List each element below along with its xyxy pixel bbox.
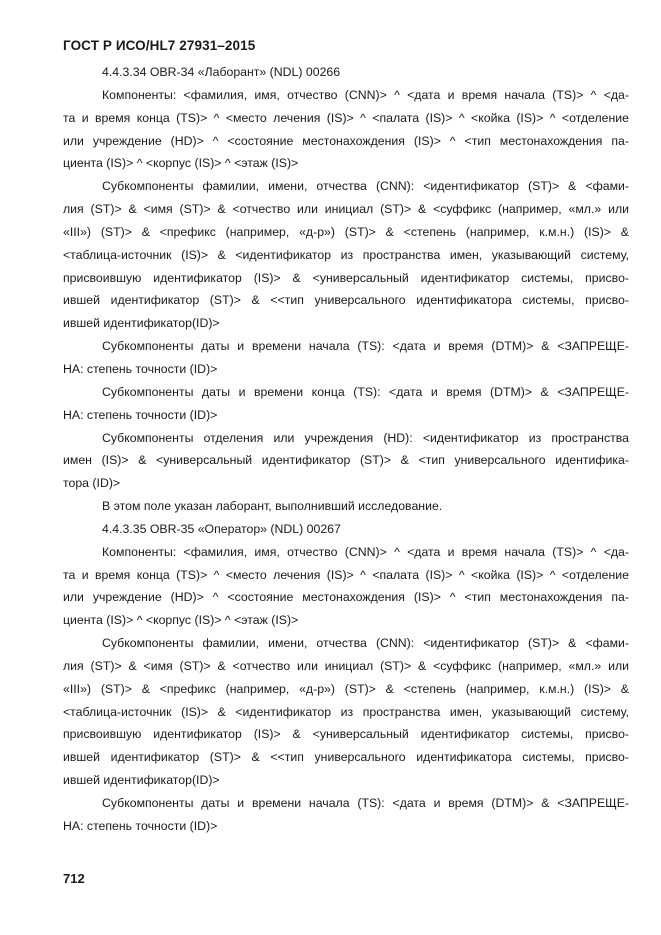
text-line: та и время конца (TS)> ^ <место лечения (IS)> ^ <палата (IS)> ^ <койка (IS)> ^ <отделение (63, 110, 629, 125)
text-line: НА: степень точности (ID)> (63, 407, 218, 422)
text-line: Субкомпоненты даты и времени конца (TS): <дата и время (DTM)> & <ЗАПРЕЩЕ- (102, 384, 629, 399)
text-line: или учреждение (HD)> ^ <состояние местонахождения (IS)> ^ <тип местонахождения па- (63, 133, 629, 148)
text-line: В этом поле указан лаборант, выполнивший исследование. (102, 499, 443, 514)
text-line: «III») (ST)> & <префикс (например, «д-р») (ST)> & <степень (например, к.м.н.) (IS)> & (63, 224, 629, 239)
text-line: присвоившую идентификатор (IS)> & <универсальный идентификатор системы, присво- (63, 727, 629, 742)
text-line: лия (ST)> & <имя (ST)> & <отчество или инициал (ST)> & <суффикс (например, «мл.» или (63, 202, 629, 217)
text-line: «III») (ST)> & <префикс (например, «д-р») (ST)> & <степень (например, к.м.н.) (IS)> & (63, 681, 629, 696)
document-header: ГОСТ Р ИСО/HL7 27931–2015 (63, 38, 256, 53)
text-line: Компоненты: <фамилия, имя, отчество (CNN)> ^ <дата и время начала (TS)> ^ <да- (102, 544, 629, 559)
text-line: Субкомпоненты даты и времени начала (TS): <дата и время (DTM)> & <ЗАПРЕЩЕ- (102, 339, 629, 354)
text-line: <таблица-источник (IS)> & <идентификатор из пространства имен, указывающий систему, (63, 704, 629, 719)
text-line: лия (ST)> & <имя (ST)> & <отчество или инициал (ST)> & <суффикс (например, «мл.» или (63, 658, 629, 673)
text-line: 4.4.3.35 OBR-35 «Оператор» (NDL) 00267 (102, 521, 341, 536)
text-line: НА: степень точности (ID)> (63, 818, 218, 833)
text-line: циента (IS)> ^ <корпус (IS)> ^ <этаж (IS)> (63, 156, 299, 171)
text-line: 4.4.3.34 OBR-34 «Лаборант» (NDL) 00266 (102, 65, 341, 79)
text-line: тора (ID)> (63, 476, 121, 491)
text-line: ившей идентификатор (ST)> & <<тип универсального идентификатора системы, присво- (63, 293, 629, 308)
text-line: Субкомпоненты фамилии, имени, отчества (CNN): <идентификатор (ST)> & <фами- (102, 636, 629, 651)
document-body (63, 61, 629, 838)
text-line: ившей идентификатор (ST)> & <<тип универсального идентификатора системы, присво- (63, 750, 629, 765)
text-line: НА: степень точности (ID)> (63, 361, 218, 376)
text-line: та и время конца (TS)> ^ <место лечения (IS)> ^ <палата (IS)> ^ <койка (IS)> ^ <отделение (63, 567, 629, 582)
text-line: Компоненты: <фамилия, имя, отчество (CNN)> ^ <дата и время начала (TS)> ^ <да- (102, 87, 629, 102)
text-line: Субкомпоненты фамилии, имени, отчества (CNN): <идентификатор (ST)> & <фами- (102, 179, 629, 194)
text-line: Субкомпоненты даты и времени начала (TS): <дата и время (DTM)> & <ЗАПРЕЩЕ- (102, 796, 629, 810)
text-line: Субкомпоненты отделения или учреждения (HD): <идентификатор из пространства (102, 430, 629, 445)
text-line: имен (IS)> & <универсальный идентификатор (ST)> & <тип универсального идентифика- (63, 453, 629, 468)
page-number: 712 (63, 871, 85, 886)
text-line: циента (IS)> ^ <корпус (IS)> ^ <этаж (IS)> (63, 613, 299, 628)
text-line: ившей идентификатор(ID)> (63, 773, 220, 788)
text-line: или учреждение (HD)> ^ <состояние местонахождения (IS)> ^ <тип местонахождения па- (63, 590, 629, 605)
text-line: ившей идентификатор(ID)> (63, 316, 220, 331)
text-line: присвоившую идентификатор (IS)> & <универсальный идентификатор системы, присво- (63, 270, 629, 285)
text-line: <таблица-источник (IS)> & <идентификатор из пространства имен, указывающий систему, (63, 247, 629, 262)
